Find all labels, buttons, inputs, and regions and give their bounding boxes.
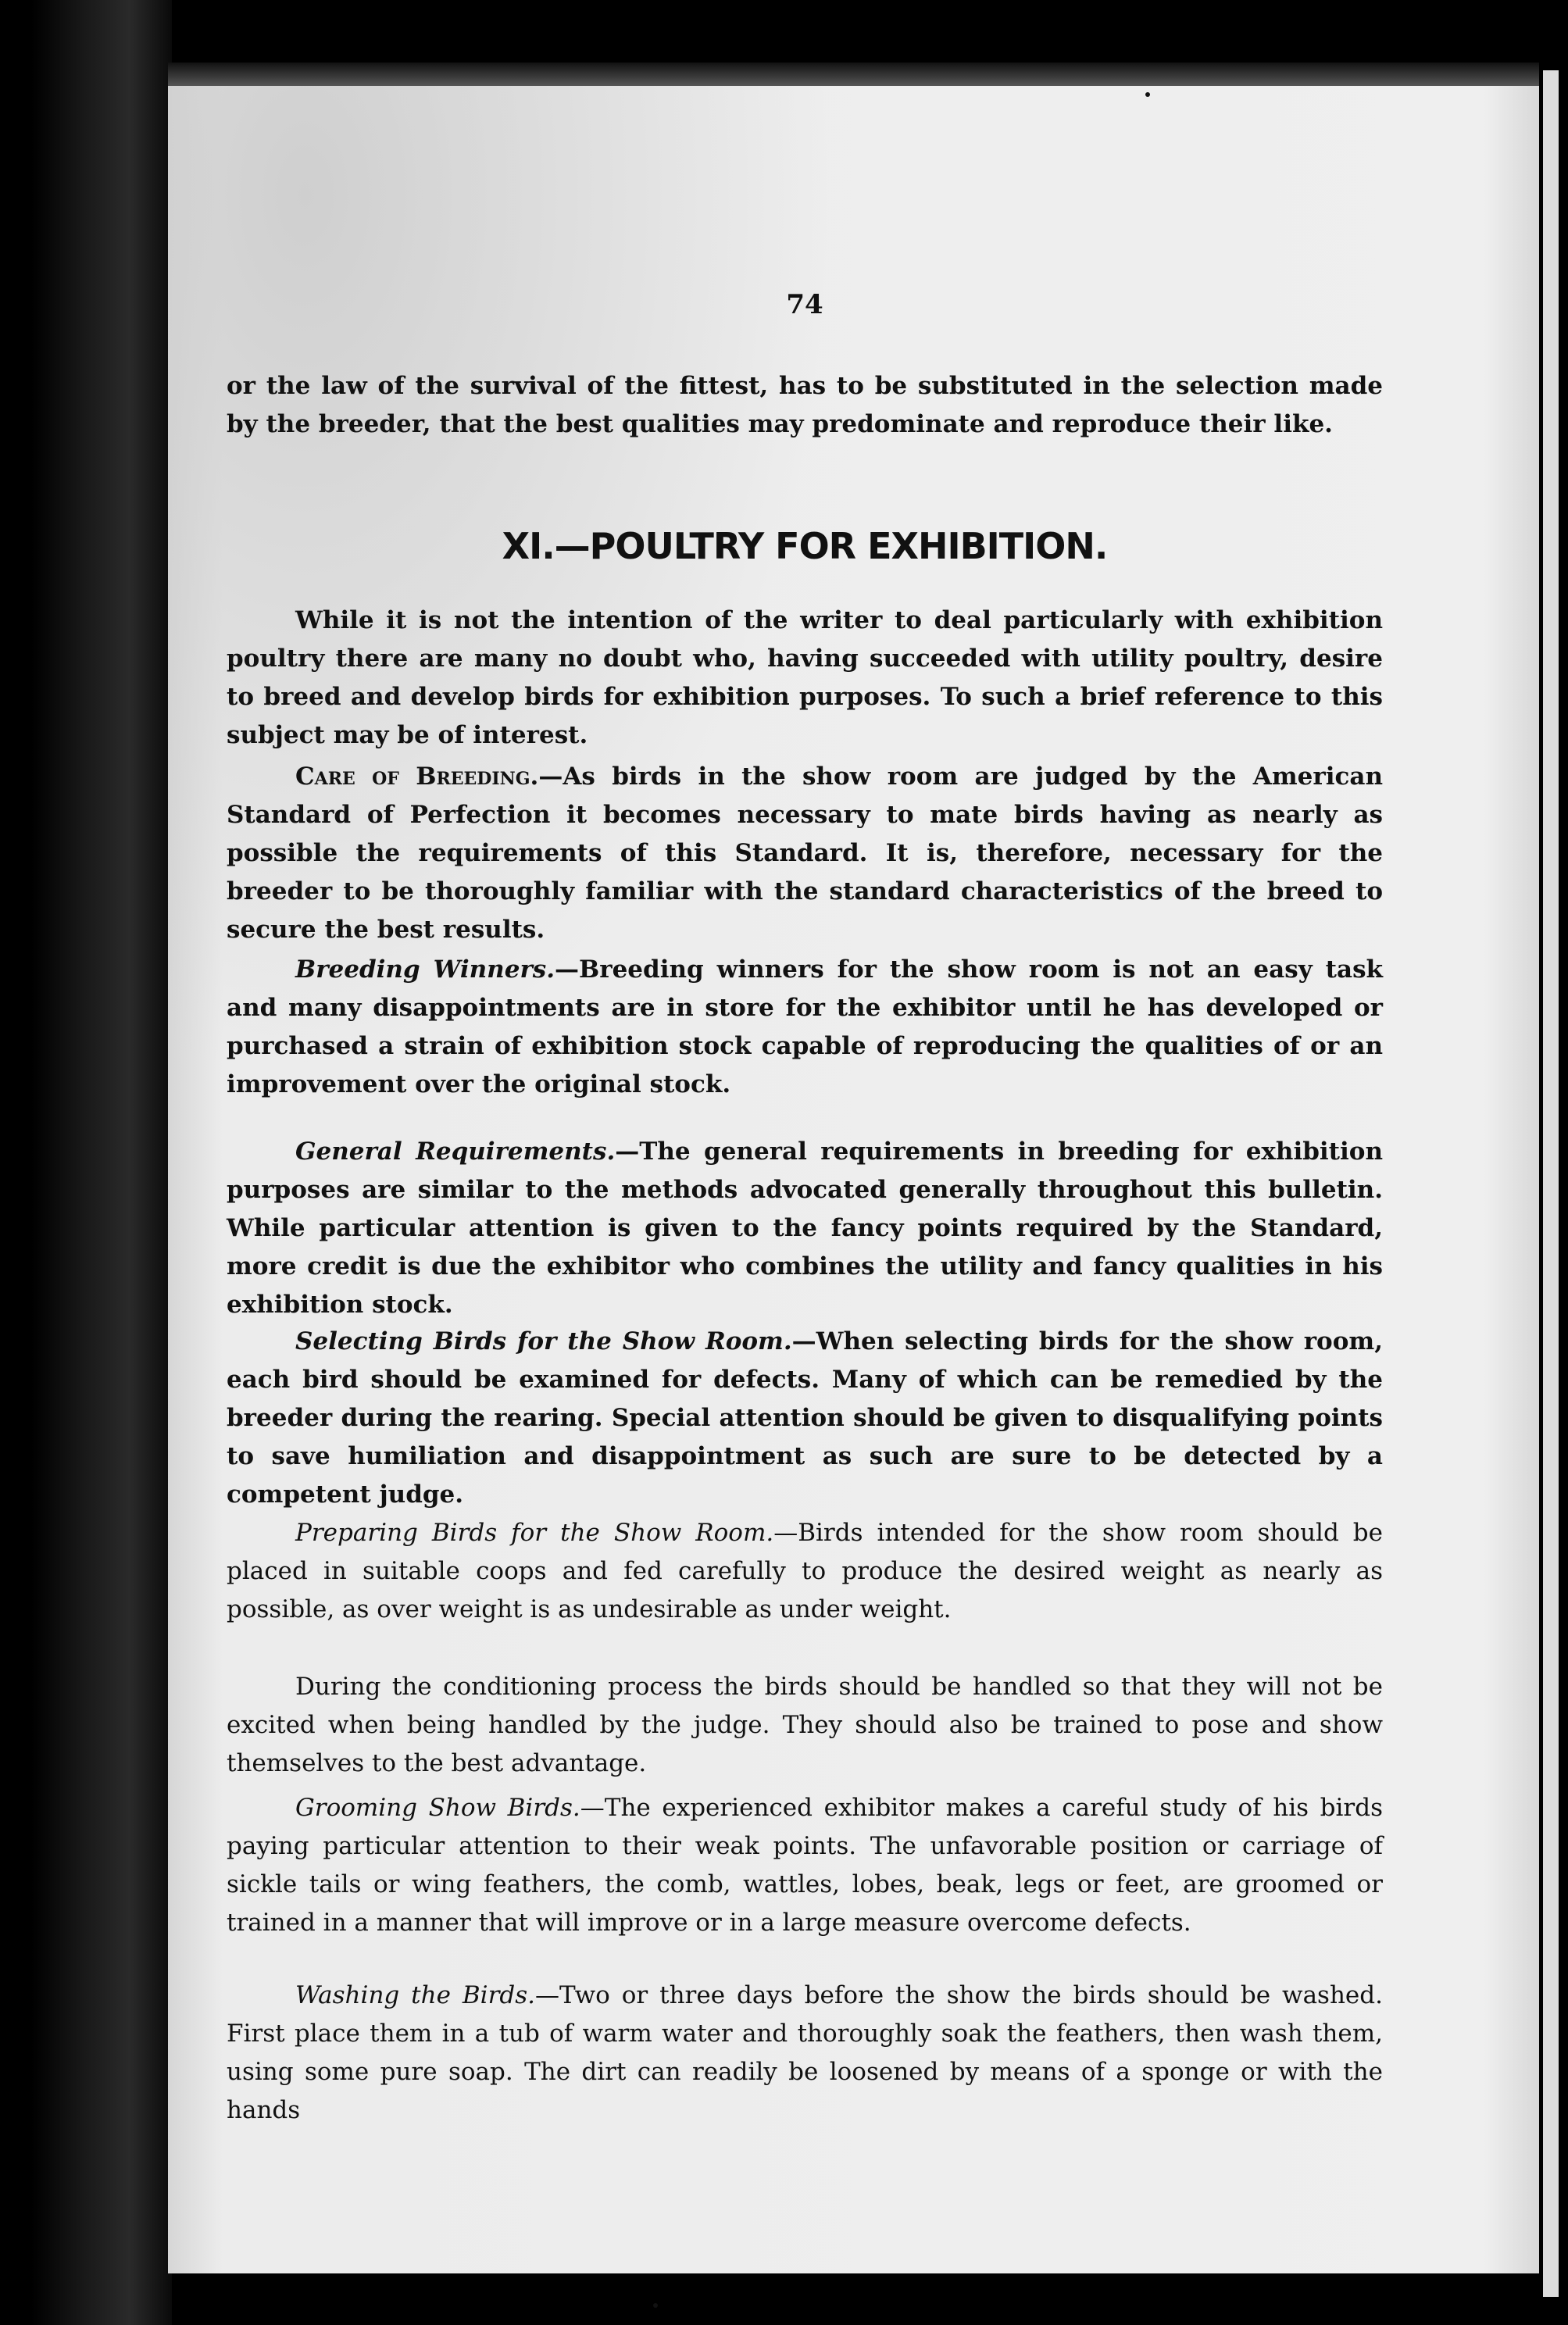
paragraph-body: —The experienced exhibitor makes a careful study of his birds paying particular attention to their weak points. The unfavorable position or carriage of sickle tails or wing feathers, the comb, wattles, lobes, beak, legs or feet, are groomed or trained in a manner that will improve or in a large measure overcome defects. — [227, 1794, 1383, 1937]
paragraph-body: —Breeding winners for the show room is not an easy task and many disappointments are in store for the exhibitor until he has developed or purchased a strain of exhibition stock capable of reproducing the qualities of or an improvement over the original stock. — [227, 955, 1383, 1098]
scan-speck — [1145, 92, 1150, 97]
paragraph-conditioning — [227, 1668, 1383, 1783]
paragraph-breeding-winners — [227, 951, 1383, 1104]
paragraph-general-requirements — [227, 1133, 1383, 1324]
intro-paragraph: or the law of the survival of the fittest, has to be substituted in the selection made by the breeder, that the best qualities may predominate and reproduce their like. — [227, 372, 1383, 438]
paragraph-lead: Preparing Birds for the Show Room. — [295, 1519, 774, 1547]
paragraph-lead: Selecting Birds for the Show Room. — [295, 1327, 792, 1355]
page-number: 74 — [786, 289, 823, 320]
paragraph-lead: Grooming Show Birds. — [295, 1794, 580, 1822]
section-intro-paragraph: While it is not the intention of the writer to deal particularly with exhibition poultry there are many no doubt who, having succeeded with utility poultry, desire to breed and develop birds for exhibition purposes. To such a brief reference to this subject may be of interest. — [227, 606, 1383, 749]
paragraph-grooming — [227, 1789, 1383, 1942]
paragraph-body: —Two or three days before the show the birds should be washed. First place them in a tub of warm water and thoroughly soak the feathers, then wash them, using some pure soap. The dirt can readily be loosened by means of a sponge or with the hands — [227, 1981, 1383, 2124]
paragraph-lead: Breeding Winners. — [295, 955, 555, 984]
paragraph-care-of-breeding — [227, 758, 1383, 949]
paragraph-body: —The general requirements in breeding for exhibition purposes are similar to the methods advocated generally throughout this bulletin. While particular attention is given to the fancy points required by the Standard, more credit is due the exhibitor who combines the utility and fancy qualities in his exhibition stock. — [227, 1138, 1383, 1319]
paragraph-lead: General Requirements. — [295, 1138, 616, 1166]
paragraph-selecting-birds — [227, 1323, 1383, 1514]
scan-speck — [653, 2303, 658, 2308]
book-binding-shadow — [31, 0, 172, 2325]
paragraph-preparing-birds — [227, 1514, 1383, 1629]
paragraph-lead: Washing the Birds. — [295, 1981, 535, 2009]
paragraph-washing — [227, 1977, 1383, 2130]
page-right-edge — [1543, 70, 1559, 2297]
paragraph-body: —When selecting birds for the show room, each bird should be examined for defects. Many of which can be remedied by the breeder during the rearing. Special attention should be given to disqualifying points to save humiliation and disappointment as such are sure to be detected by a competent judge. — [227, 1327, 1383, 1509]
paragraph-body: —As birds in the show room are judged by the American Standard of Perfection it becomes necessary to mate birds having as nearly as possible the requirements of this Standard. It is, therefore, necessary for the breeder to be thoroughly familiar with the standard characteristics of the breed to secure the best results. — [227, 762, 1383, 944]
paragraph-body: During the conditioning process the birds should be handled so that they will not be excited when being handled by the judge. They should also be trained to pose and show themselves to the best advantage. — [227, 1673, 1383, 1777]
section-heading: XI.—POULTRY FOR EXHIBITION. — [502, 525, 1108, 567]
paragraph-lead: Care of Breeding. — [295, 762, 539, 791]
paragraph-body: —Birds intended for the show room should be placed in suitable coops and fed carefully to produce the desired weight as nearly as possible, as over weight is as undesirable as under weight. — [227, 1519, 1384, 1623]
